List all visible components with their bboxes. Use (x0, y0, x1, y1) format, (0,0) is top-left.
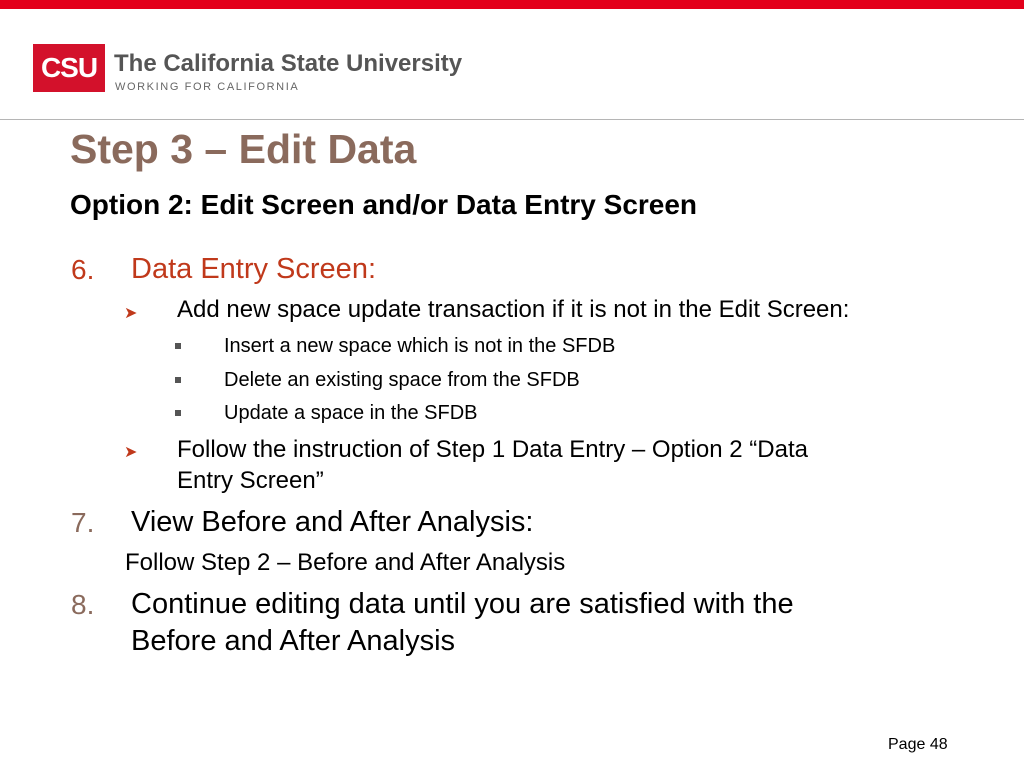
bullet-delete: Delete an existing space from the SFDB (224, 369, 580, 391)
item-8-line2: Before and After Analysis (131, 625, 456, 657)
item-6-heading: Data Entry Screen: (131, 253, 376, 285)
slide-title: Step 3 – Edit Data (70, 126, 417, 172)
arrow-bullet-icon: ➤ (124, 444, 138, 461)
subitem-follow-line1: Follow the instruction of Step 1 Data Entry – Option 2 “Data (177, 436, 808, 463)
item-number-8: 8. (71, 589, 95, 620)
item-7-heading: View Before and After Analysis: (131, 506, 534, 538)
csu-logo-mark: CSU (33, 44, 105, 92)
bullet-update: Update a space in the SFDB (224, 402, 478, 424)
top-accent-bar (0, 0, 1024, 9)
header-divider (0, 119, 1024, 120)
arrow-bullet-icon: ➤ (124, 305, 138, 322)
square-bullet-icon (175, 410, 181, 416)
item-number-7: 7. (71, 507, 95, 538)
page-number: Page 48 (888, 736, 948, 753)
slide-subtitle: Option 2: Edit Screen and/or Data Entry Screen (70, 189, 698, 220)
subitem-follow-line2: Entry Screen” (177, 467, 324, 494)
subitem-add-transaction: Add new space update transaction if it is not in the Edit Screen: (177, 296, 850, 323)
bullet-insert: Insert a new space which is not in the SFDB (224, 335, 616, 357)
square-bullet-icon (175, 343, 181, 349)
logo-tagline: WORKING FOR CALIFORNIA (115, 81, 300, 93)
item-8-line1: Continue editing data until you are satisfied with the (131, 588, 794, 620)
item-number-6: 6. (71, 254, 95, 285)
square-bullet-icon (175, 377, 181, 383)
logo-name: The California State University (114, 50, 463, 77)
item-7-note: Follow Step 2 – Before and After Analysis (125, 549, 566, 576)
